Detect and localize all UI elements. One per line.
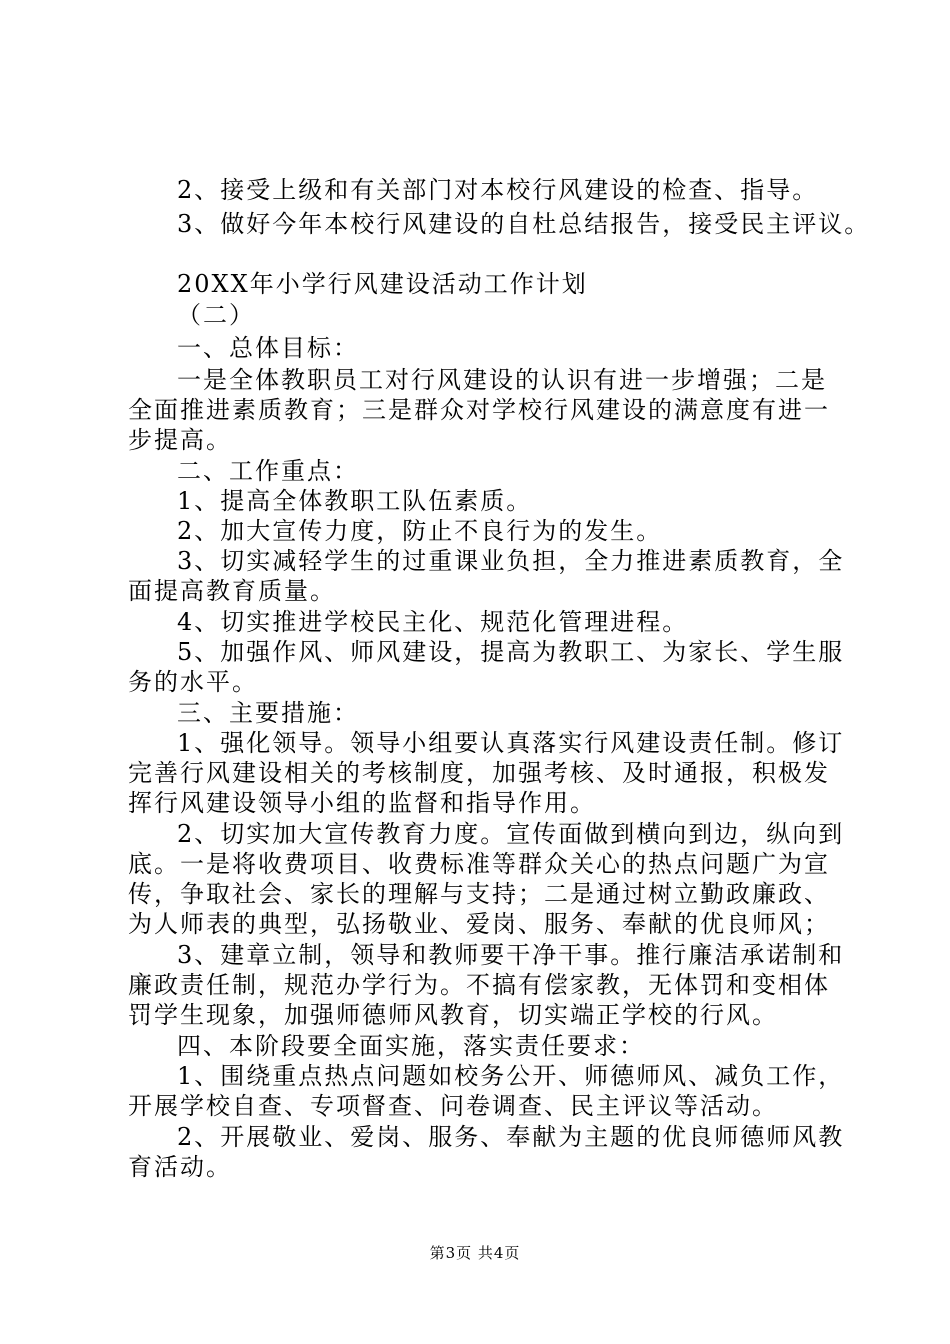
text-line: 务的水平。	[128, 668, 258, 696]
text-line: 2、加大宣传力度，防止不良行为的发生。	[177, 517, 663, 545]
text-line: 罚学生现象，加强师德师风教育，切实端正学校的行风。	[128, 1001, 778, 1029]
section-subtitle: （二）	[177, 301, 255, 329]
text-line: 育活动。	[128, 1153, 232, 1181]
text-line: 面提高教育质量。	[128, 577, 336, 605]
text-line: 底。一是将收费项目、收费标准等群众关心的热点问题广为宣	[128, 850, 830, 878]
text-line: 4、切实推进学校民主化、规范化管理进程。	[177, 608, 689, 636]
text-line: 一是全体教职员工对行风建设的认识有进一步增强；二是	[177, 366, 827, 394]
heading: 二、工作重点：	[177, 457, 359, 485]
text-line: 1、强化领导。领导小组要认真落实行风建设责任制。修订	[177, 729, 845, 757]
text-line: 挥行风建设领导小组的监督和指导作用。	[128, 789, 596, 817]
text-line: 2、接受上级和有关部门对本校行风建设的检查、指导。	[177, 176, 819, 204]
text-line: 3、切实减轻学生的过重课业负担，全力推进素质教育，全	[177, 547, 845, 575]
text-line: 传，争取社会、家长的理解与支持；二是通过树立勤政廉政、	[128, 880, 830, 908]
text-line: 1、围绕重点热点问题如校务公开、师德师风、减负工作，	[177, 1062, 845, 1090]
text-line: 3、建章立制，领导和教师要干净干事。推行廉洁承诺制和	[177, 941, 845, 969]
text-line: 2、开展敬业、爱岗、服务、奉献为主题的优良师德师风教	[177, 1123, 845, 1151]
text-line: 开展学校自查、专项督查、问卷调查、民主评议等活动。	[128, 1092, 778, 1120]
text-line: 步提高。	[128, 426, 232, 454]
page-number: 第3页 共4页	[429, 1244, 521, 1262]
text-line: 1、提高全体教职工队伍素质。	[177, 487, 533, 515]
text-line: 5、加强作风、师风建设，提高为教职工、为家长、学生服	[177, 638, 845, 666]
heading: 一、总体目标：	[177, 334, 359, 362]
section-title: 20XX年小学行风建设活动工作计划	[177, 270, 588, 298]
text-line: 廉政责任制，规范办学行为。不搞有偿家教，无体罚和变相体	[128, 971, 830, 999]
text-line: 2、切实加大宣传教育力度。宣传面做到横向到边，纵向到	[177, 820, 845, 848]
text-line: 为人师表的典型，弘扬敬业、爱岗、服务、奉献的优良师风；	[128, 910, 830, 938]
text-line: 3、做好今年本校行风建设的自杜总结报告，接受民主评议。	[177, 210, 871, 238]
text-line: 全面推进素质教育；三是群众对学校行风建设的满意度有进一	[128, 396, 830, 424]
heading: 三、主要措施：	[177, 699, 359, 727]
heading: 四、本阶段要全面实施，落实责任要求：	[177, 1032, 645, 1060]
text-line: 完善行风建设相关的考核制度，加强考核、及时通报，积极发	[128, 759, 830, 787]
